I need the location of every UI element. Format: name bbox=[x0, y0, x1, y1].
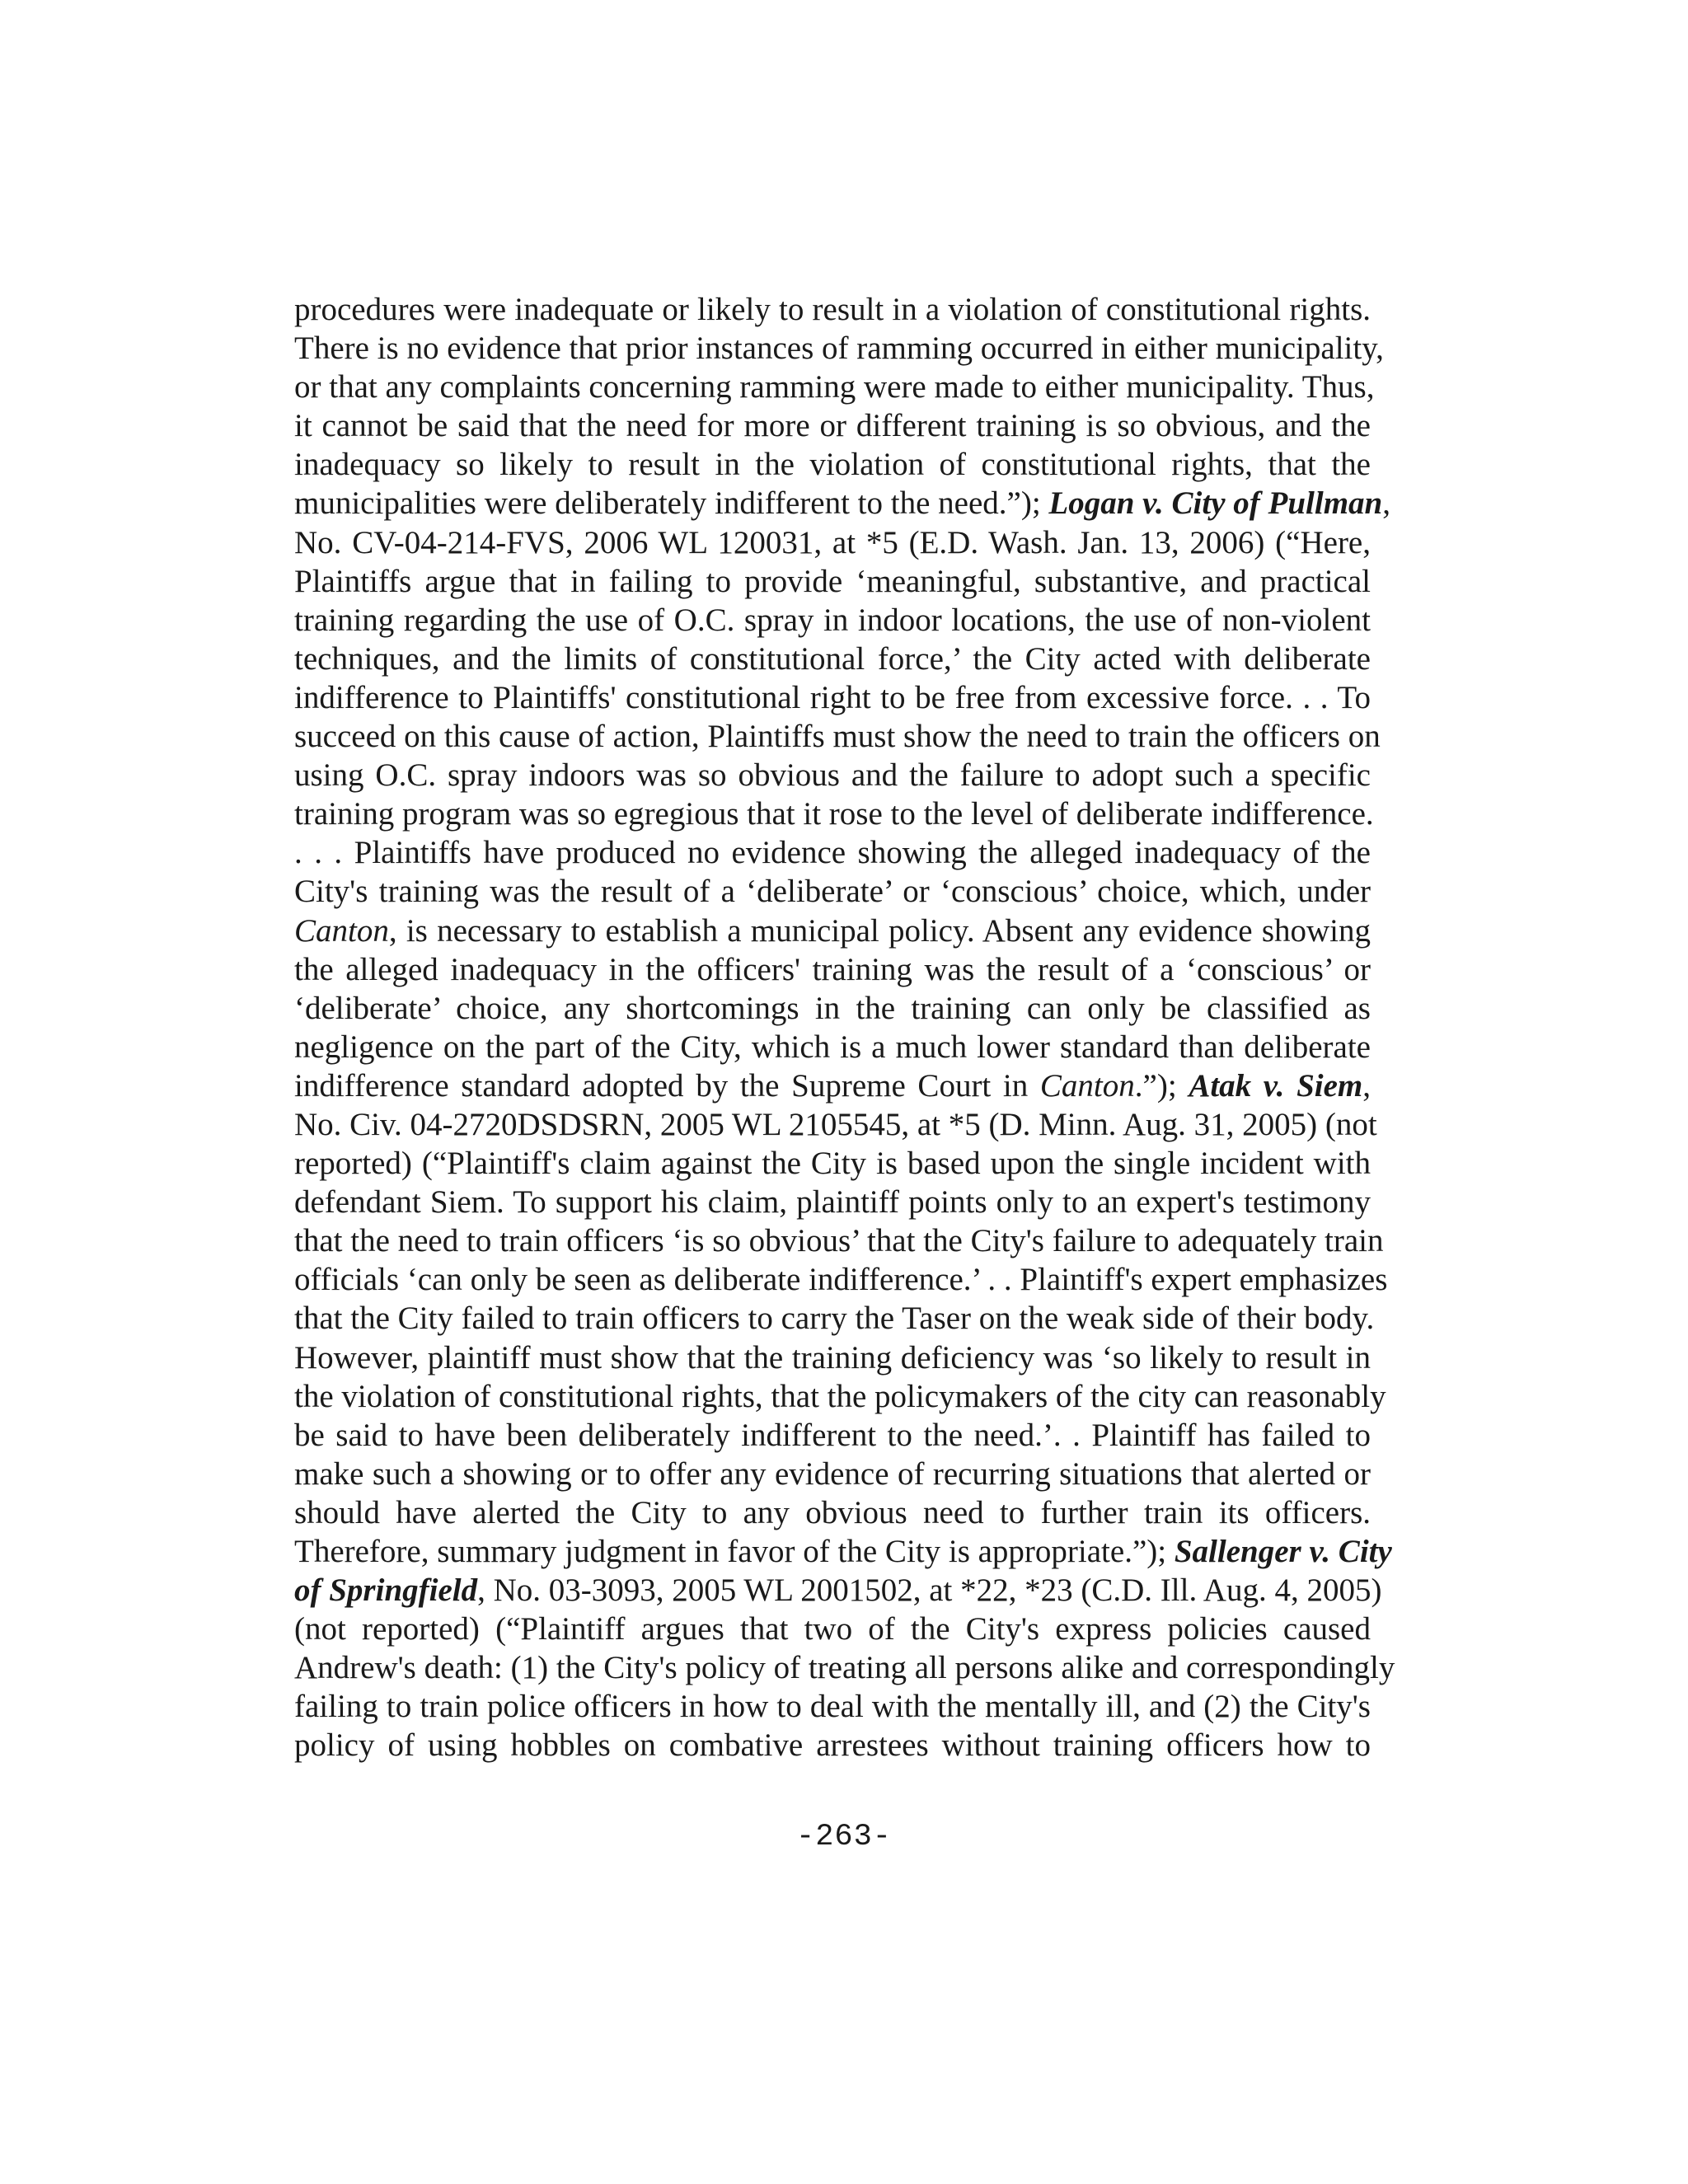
text-line bbox=[294, 1260, 1388, 1299]
text-line bbox=[294, 950, 1371, 989]
text-run: inadequacy so likely to result in the violation of constitutional rights, that the bbox=[294, 447, 1371, 483]
text-line bbox=[294, 989, 1371, 1028]
text-run: it cannot be said that the need for more or different training is so obvious, and the bbox=[294, 408, 1371, 444]
text-line bbox=[294, 484, 1390, 523]
text-line bbox=[294, 1105, 1377, 1144]
text-run: However, plaintiff must show that the training deficiency was ‘so likely to result in bbox=[294, 1339, 1371, 1376]
case-citation: Logan v. City of Pullman bbox=[1048, 485, 1383, 522]
text-line bbox=[294, 1610, 1371, 1648]
text-line bbox=[294, 1687, 1371, 1726]
text-line bbox=[294, 1416, 1371, 1455]
text-run: , No. 03-3093, 2005 WL 2001502, at *22, *23 (C.D. Ill. Aug. 4, 2005) bbox=[477, 1572, 1382, 1609]
text-run: indifference standard adopted by the Supreme Court in bbox=[294, 1067, 1040, 1104]
italic-text: Canton bbox=[294, 912, 389, 949]
text-run: should have alerted the City to any obvious need to further train its officers. bbox=[294, 1494, 1371, 1530]
text-run: or that any complaints concerning ramming were made to either municipality. Thus, bbox=[294, 369, 1375, 405]
text-line bbox=[294, 445, 1371, 484]
text-run: succeed on this cause of action, Plaintiffs must show the need to train the officers on bbox=[294, 719, 1381, 755]
text-run: that the City failed to train officers to carry the Taser on the weak side of their body. bbox=[294, 1301, 1375, 1337]
text-run: No. Civ. 04-2720DSDSRN, 2005 WL 2105545, at *5 (D. Minn. Aug. 31, 2005) (not bbox=[294, 1106, 1377, 1142]
text-line bbox=[294, 1493, 1371, 1532]
text-line bbox=[294, 1726, 1371, 1765]
text-run: negligence on the part of the City, which is a much lower standard than deliberate bbox=[294, 1029, 1371, 1065]
text-run: failing to train police officers in how to deal with the mentally ill, and (2) the City's bbox=[294, 1689, 1371, 1725]
text-line bbox=[294, 912, 1371, 950]
text-run: that the need to train officers ‘is so obvious’ that the City's failure to adequately train bbox=[294, 1223, 1384, 1259]
text-run: .”); bbox=[1134, 1067, 1189, 1104]
text-line bbox=[294, 1066, 1371, 1105]
text-run: procedures were inadequate or likely to result in a violation of constitutional rights. bbox=[294, 292, 1371, 327]
text-line bbox=[294, 601, 1371, 640]
case-citation: Sallenger v. City bbox=[1174, 1534, 1392, 1569]
text-line bbox=[294, 1299, 1375, 1338]
text-line bbox=[294, 1532, 1392, 1571]
text-run: Therefore, summary judgment in favor of the City is appropriate.”); bbox=[294, 1534, 1175, 1569]
text-run: training regarding the use of O.C. spray in indoor locations, the use of non-violent bbox=[294, 602, 1371, 638]
text-line bbox=[294, 406, 1371, 445]
text-run: using O.C. spray indoors was so obvious and the failure to adopt such a specific bbox=[294, 757, 1371, 794]
text-run: training program was so egregious that it rose to the level of deliberate indifference. bbox=[294, 796, 1374, 832]
text-line bbox=[294, 717, 1381, 756]
text-run: ‘deliberate’ choice, any shortcomings in the training can only be classified as bbox=[294, 990, 1371, 1026]
text-line bbox=[294, 833, 1371, 872]
text-run: officials ‘can only be seen as deliberate indifference.’ . . Plaintiff's expert emphasizes bbox=[294, 1262, 1388, 1298]
text-run: Plaintiffs argue that in failing to provide ‘meaningful, substantive, and practical bbox=[294, 563, 1371, 599]
case-citation: Atak v. Siem bbox=[1189, 1067, 1363, 1104]
text-run: the violation of constitutional rights, that the policymakers of the city can reasonably bbox=[294, 1378, 1386, 1414]
text-line bbox=[294, 1144, 1371, 1183]
text-run: defendant Siem. To support his claim, plaintiff points only to an expert's testimony bbox=[294, 1184, 1371, 1221]
text-run: make such a showing or to offer any evidence of recurring situations that alerted or bbox=[294, 1455, 1371, 1492]
text-line bbox=[294, 872, 1371, 911]
text-line bbox=[294, 523, 1371, 562]
text-run: Andrew's death: (1) the City's policy of treating all persons alike and correspondingly bbox=[294, 1650, 1395, 1686]
text-run: City's training was the result of a ‘deliberate’ or ‘conscious’ choice, which, under bbox=[294, 874, 1371, 910]
text-line bbox=[294, 756, 1371, 794]
text-line bbox=[294, 1377, 1386, 1416]
text-line bbox=[294, 1338, 1371, 1377]
text-run: , bbox=[1362, 1067, 1371, 1104]
body-text bbox=[294, 290, 1395, 1765]
text-line bbox=[294, 640, 1371, 678]
text-run: municipalities were deliberately indifferent to the need.”); bbox=[294, 485, 1049, 522]
text-line bbox=[294, 1028, 1371, 1066]
text-run: be said to have been deliberately indifferent to the need.’. . Plaintiff has failed to bbox=[294, 1417, 1371, 1453]
text-line bbox=[294, 1455, 1371, 1493]
text-line bbox=[294, 1221, 1384, 1260]
text-line bbox=[294, 368, 1375, 406]
text-line bbox=[294, 1183, 1371, 1221]
text-line bbox=[294, 290, 1371, 329]
text-line bbox=[294, 1571, 1382, 1610]
text-run: There is no evidence that prior instances of ramming occurred in either municipality, bbox=[294, 330, 1384, 367]
text-line bbox=[294, 562, 1371, 601]
text-line bbox=[294, 329, 1384, 368]
text-run: indifference to Plaintiffs' constitutional right to be free from excessive force. . . To bbox=[294, 679, 1371, 715]
text-run: (not reported) (“Plaintiff argues that two of the City's express policies caused bbox=[294, 1611, 1371, 1647]
text-run: techniques, and the limits of constitutional force,’ the City acted with deliberate bbox=[294, 640, 1371, 677]
page-number: -263- bbox=[795, 1820, 893, 1854]
text-run: No. CV-04-214-FVS, 2006 WL 120031, at *5 (E.D. Wash. Jan. 13, 2006) (“Here, bbox=[294, 524, 1371, 560]
case-citation: of Springfield bbox=[294, 1572, 478, 1609]
text-line bbox=[294, 678, 1371, 717]
text-run: . . . Plaintiffs have produced no evidence showing the alleged inadequacy of the bbox=[294, 835, 1371, 871]
text-line bbox=[294, 794, 1374, 833]
text-run: , is necessary to establish a municipal policy. Absent any evidence showing bbox=[388, 912, 1371, 949]
text-run: , bbox=[1382, 485, 1390, 522]
text-run: reported) (“Plaintiff's claim against the City is based upon the single incident with bbox=[294, 1146, 1371, 1182]
text-run: the alleged inadequacy in the officers' training was the result of a ‘conscious’ or bbox=[294, 951, 1371, 987]
text-run: policy of using hobbles on combative arrestees without training officers how to bbox=[294, 1727, 1371, 1764]
italic-text: Canton bbox=[1039, 1067, 1135, 1104]
text-line bbox=[294, 1648, 1395, 1687]
